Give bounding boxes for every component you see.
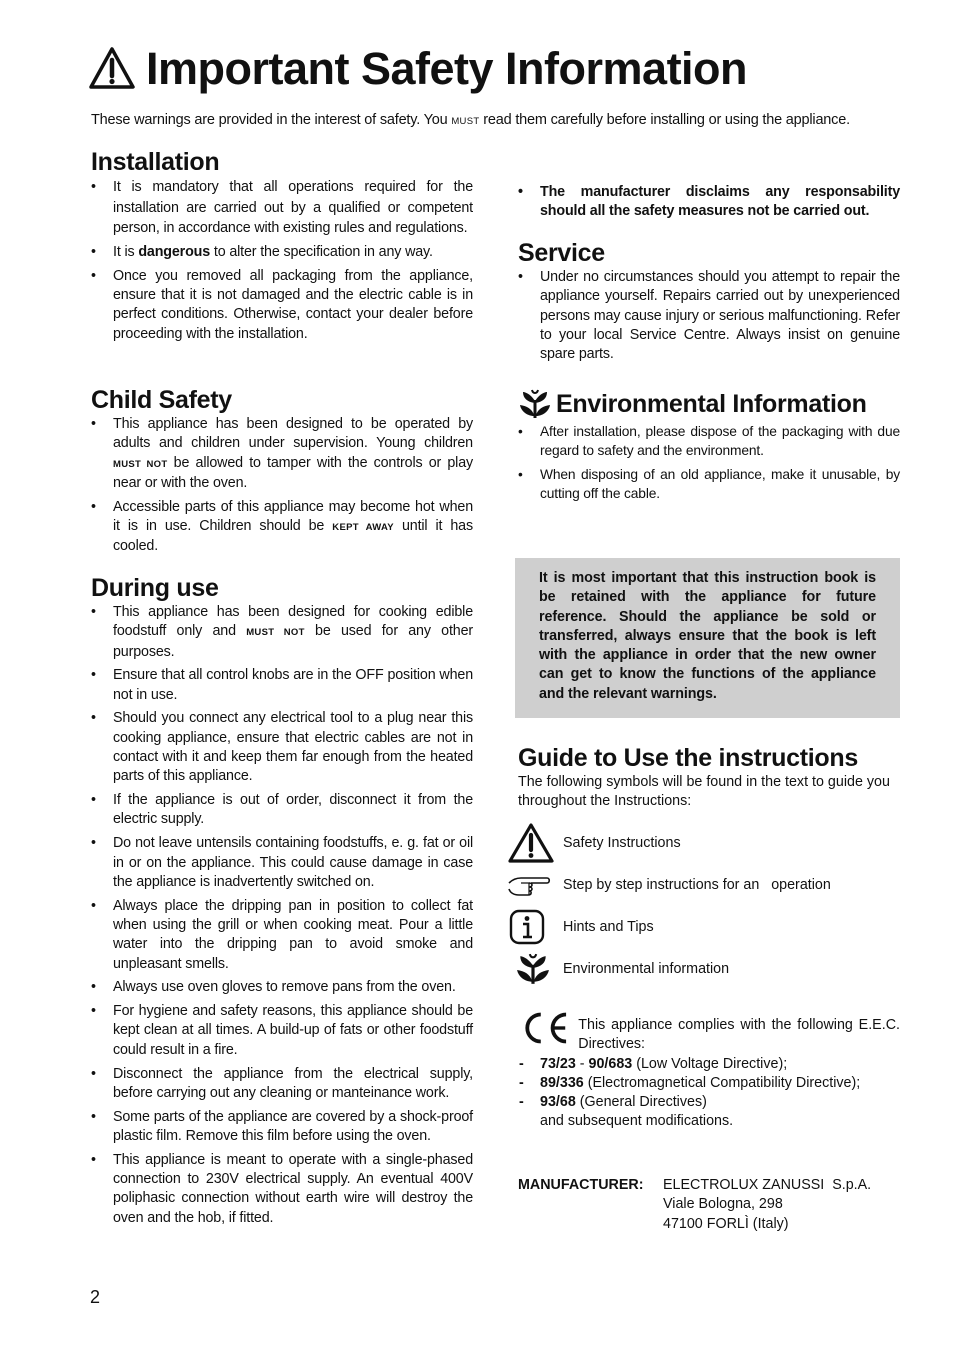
guide-section <box>518 743 900 812</box>
list-item: - 93/68 (General Directives) <box>518 1093 900 1112</box>
environment-plant-icon <box>518 388 552 420</box>
symbol-row-steps <box>507 864 831 906</box>
service-list <box>518 268 900 364</box>
list-item: • For hygiene and safety reasons, this appliance should be kept clean at all times. A build-up of fats or other foodstuff could result in a fire. <box>91 1002 473 1060</box>
directives-list <box>518 1055 900 1113</box>
manufacturer-info <box>518 1176 871 1234</box>
child-safety-heading: Child Safety <box>91 386 232 414</box>
list-item: • Under no circumstances should you attempt to repair the appliance yourself. Repairs carried out by unexperienced persons may cause injury or serious malfunctioning. Refer to your local Service Centre. Always insist on genuine spare parts. <box>518 268 900 364</box>
child-safety-list <box>91 415 473 557</box>
list-item: • After installation, please dispose of the packaging with due regard to safety and the environment. <box>518 422 900 461</box>
installation-list <box>91 177 473 344</box>
warning-triangle-icon <box>507 822 555 864</box>
list-item: • When disposing of an old appliance, make it unusable, by cutting off the cable. <box>518 465 900 504</box>
list-item: • If the appliance is out of order, disconnect it from the electric supply. <box>91 791 473 830</box>
symbol-label: Hints and Tips <box>563 919 654 935</box>
list-item: • Once you removed all packaging from the appliance, ensure that it is not damaged and the electric cable is in perfect conditions. Otherwise, contact your dealer before proceeding with the installation. <box>91 267 473 344</box>
during-use-heading: During use <box>91 574 219 602</box>
list-item: • It is mandatory that all operations required for the installation are carried out by a qualified or competent person, in accordance with existing rules and regulations. <box>91 177 473 239</box>
manufacturer-disclaimer <box>518 183 900 226</box>
during-use-list <box>91 603 473 1228</box>
manufacturer-name: ELECTROLUX ZANUSSI S.p.A. <box>663 1177 872 1193</box>
ce-compliance <box>518 1008 900 1132</box>
environment-plant-icon <box>515 952 551 986</box>
list-item: • Always place the dripping pan in position to collect fat when using the grill or when cooking meat. Pour a little water into the dripping pan to avoid smoke and unpleasant smells. <box>91 897 473 974</box>
installation-section <box>91 147 473 348</box>
symbol-label: Safety Instructions <box>563 835 681 851</box>
list-item: • Ensure that all control knobs are in the OFF position when not in use. <box>91 666 473 705</box>
ce-mark-logo <box>518 1008 570 1048</box>
environmental-list <box>518 422 900 504</box>
guide-intro: The following symbols will be found in the text to guide you throughout the Instructions: <box>518 774 890 810</box>
page-number: 2 <box>90 1287 101 1307</box>
pointing-hand-icon <box>507 873 551 897</box>
service-heading: Service <box>518 239 605 267</box>
symbol-row-environment <box>507 948 729 990</box>
instruction-book-notice: It is most important that this instruction book is be retained with the appliance for future reference. Should the appliance be sold or transferred, always ensure that the book is left with the appliance in order that the new owner can get to know the functions of the appliance and the relevant warnings. <box>515 558 900 718</box>
manufacturer-label: MANUFACTURER: <box>518 1177 644 1193</box>
child-safety-section <box>91 385 473 561</box>
list-item: • This appliance has been designed to be operated by adults and children under supervision. Young children MUST NOT be allowed to tamper with the controls or play near or with the oven. <box>91 415 473 493</box>
list-item: - 89/336 (Electromagnetical Compatibility Directive); <box>518 1074 900 1093</box>
installation-heading: Installation <box>91 148 220 176</box>
info-icon <box>507 909 547 945</box>
symbol-row-safety <box>507 822 681 864</box>
page-title-row <box>88 40 747 96</box>
list-item: • Some parts of the appliance are covered by a shock-proof plastic film. Remove this film before using the oven. <box>91 1108 473 1147</box>
list-item: - 73/23 - 90/683 (Low Voltage Directive); <box>518 1055 900 1074</box>
list-item: • It is dangerous to alter the specification in any way. <box>91 243 473 262</box>
list-item: • Should you connect any electrical tool to a plug near this cooking appliance, ensure that electric cables are not in contact with it and keep them far enough from the heated parts of this appliance. <box>91 709 473 786</box>
page-title: Important Safety Information <box>146 42 748 94</box>
list-item: • This appliance is meant to operate with a single-phased connection to 230V electrical supply. An eventual 400V poliphasic connection without earth wire will destroy the oven and the hob, if fitted. <box>91 1151 473 1228</box>
list-item: • The manufacturer disclaims any responsability should all the safety measures not be carried out. <box>518 183 900 222</box>
list-item: • Do not leave untensils containing foodstuffs, e. g. fat or oil in or on the appliance. This could cause damage in case the appliance is inadvertently switched on. <box>91 834 473 892</box>
list-item: • Accessible parts of this appliance may become hot when it is in use. Children should be KEPT AWAY until it has cooled. <box>91 498 473 557</box>
symbol-label: Step by step instructions for an operation <box>563 877 831 893</box>
service-section <box>518 238 900 369</box>
manufacturer-street: Viale Bologna, 298 <box>663 1196 783 1213</box>
symbol-label: Environmental information <box>563 961 730 977</box>
guide-heading: Guide to Use the instructions <box>518 744 858 772</box>
intro-text: These warnings are provided in the interest of safety. You MUST read them carefully before installing or using the appliance. <box>91 112 850 128</box>
manufacturer-city: 47100 FORLÌ (Italy) <box>663 1215 789 1232</box>
ce-compliance-text: This appliance complies with the following E.E.C. Directives: <box>578 1017 900 1053</box>
warning-triangle-icon <box>88 46 136 90</box>
subsequent-modifications: and subsequent modifications. <box>540 1113 734 1130</box>
environmental-section <box>518 388 900 508</box>
during-use-section <box>91 573 473 1232</box>
list-item: • This appliance has been designed for cooking edible foodstuff only and MUST NOT be used for any other purposes. <box>91 603 473 662</box>
symbol-row-hints <box>507 906 654 948</box>
environmental-heading: Environmental Information <box>556 390 867 418</box>
list-item: • Disconnect the appliance from the electrical supply, before carrying out any cleaning or manteinance work. <box>91 1065 473 1104</box>
list-item: • Always use oven gloves to remove pans from the oven. <box>91 978 473 997</box>
